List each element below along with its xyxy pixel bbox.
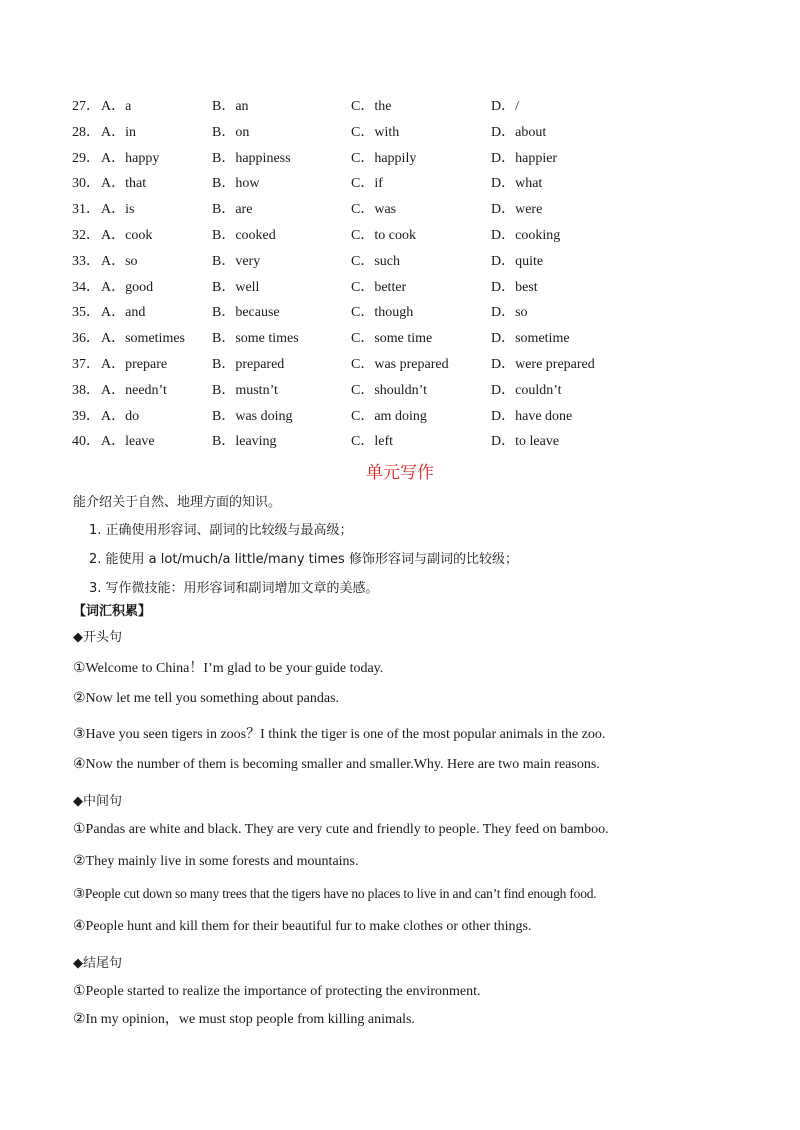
option-d: D．/ — [491, 99, 519, 114]
option-b: B．some times — [212, 331, 299, 347]
objective-item: 1. 正确使用形容词、副词的比较级与最高级； — [89, 523, 353, 538]
option-c: C．the — [351, 99, 392, 114]
question-number: 27． — [72, 99, 100, 114]
option-a: A．prepare — [101, 356, 168, 372]
opening-sentence: ④Now the number of them is becoming smaller and smaller.Why. Here are two main reasons. — [73, 757, 600, 772]
question-number: 37． — [72, 356, 100, 372]
option-d: D．to leave — [491, 434, 560, 450]
option-c: C．though — [351, 305, 414, 321]
question-number: 29． — [72, 150, 100, 166]
option-c: C．better — [351, 279, 407, 295]
question-row — [72, 94, 752, 120]
option-c: C．left — [351, 434, 393, 450]
opening-sentence: ②Now let me tell you something about pandas. — [73, 691, 340, 706]
option-d: D．sometime — [491, 331, 570, 347]
middle-sentences-heading: ◆中间句 — [73, 794, 122, 809]
question-number: 33． — [72, 253, 100, 269]
question-row — [72, 275, 752, 301]
option-c: C．was — [351, 202, 397, 218]
option-b: B．was doing — [212, 408, 293, 424]
option-a: A．in — [101, 124, 136, 140]
middle-sentence: ③People cut down so many trees that the tigers have no places to live in and can’t find enough food. — [73, 886, 597, 901]
option-a: A．good — [101, 279, 154, 295]
option-b: B．an — [212, 99, 249, 114]
option-d: D．so — [491, 305, 528, 321]
option-c: C．such — [351, 253, 400, 269]
middle-sentence: ①Pandas are white and black. They are very cute and friendly to people. They feed on bamboo. — [73, 822, 609, 837]
question-number: 35． — [72, 305, 100, 321]
option-a: A．cook — [101, 227, 153, 243]
option-b: B．leaving — [212, 434, 277, 450]
option-d: D．what — [491, 176, 543, 192]
question-row — [72, 429, 752, 455]
objective-item: 3. 写作微技能：用形容词和副词增加文章的美感。 — [89, 581, 379, 596]
option-b: B．well — [212, 279, 260, 295]
option-c: C．was prepared — [351, 356, 449, 372]
question-number: 28． — [72, 124, 100, 140]
question-row — [72, 404, 752, 430]
middle-sentence: ④People hunt and kill them for their beautiful fur to make clothes or other things. — [73, 919, 532, 934]
option-c: C．happily — [351, 150, 417, 166]
option-b: B．are — [212, 202, 253, 218]
opening-sentences-heading: ◆开头句 — [73, 630, 122, 645]
question-row — [72, 352, 752, 378]
option-b: B．cooked — [212, 227, 276, 243]
question-row — [72, 120, 752, 146]
question-number: 32． — [72, 227, 100, 243]
question-number: 39． — [72, 408, 100, 424]
option-a: A．a — [101, 99, 132, 114]
question-number: 30． — [72, 176, 100, 192]
option-d: D．best — [491, 279, 538, 295]
option-c: C．if — [351, 176, 383, 192]
option-b: B．happiness — [212, 150, 291, 166]
option-a: A．that — [101, 176, 147, 192]
objective-item: 2. 能使用 a lot/much/a little/many times 修饰形容词与副词的比较级； — [89, 552, 518, 567]
question-number: 38． — [72, 382, 100, 398]
section-intro: 能介绍关于自然、地理方面的知识。 — [73, 495, 282, 510]
option-d: D．have done — [491, 408, 573, 424]
option-c: C．am doing — [351, 408, 427, 424]
option-a: A．so — [101, 253, 138, 269]
question-row — [72, 249, 752, 275]
question-number: 34． — [72, 279, 100, 295]
option-a: A．and — [101, 305, 146, 321]
section-title: 单元写作 — [366, 463, 434, 483]
option-d: D．couldn’t — [491, 382, 562, 398]
option-b: B．prepared — [212, 356, 285, 372]
question-number: 31． — [72, 202, 100, 218]
middle-sentence: ②They mainly live in some forests and mountains. — [73, 854, 359, 869]
option-c: C．shouldn’t — [351, 382, 427, 398]
option-d: D．about — [491, 124, 547, 140]
ending-sentence: ②In my opinion，we must stop people from killing animals. — [73, 1012, 415, 1027]
ending-sentence: ①People started to realize the importance of protecting the environment. — [73, 984, 481, 999]
option-b: B．mustn’t — [212, 382, 278, 398]
question-row — [72, 378, 752, 404]
option-d: D．happier — [491, 150, 558, 166]
option-a: A．do — [101, 408, 140, 424]
option-c: C．to cook — [351, 227, 416, 243]
question-number: 36． — [72, 331, 100, 347]
question-row — [72, 300, 752, 326]
question-number: 40． — [72, 434, 100, 450]
ending-sentences-heading: ◆结尾句 — [73, 956, 122, 971]
option-b: B．on — [212, 124, 250, 140]
vocab-heading: 【词汇积累】 — [73, 604, 152, 619]
question-options-table — [72, 94, 752, 455]
option-a: A．needn’t — [101, 382, 167, 398]
option-a: A．happy — [101, 150, 160, 166]
option-b: B．very — [212, 253, 261, 269]
question-row — [72, 146, 752, 172]
question-row — [72, 197, 752, 223]
option-d: D．were — [491, 202, 543, 218]
option-d: D．cooking — [491, 227, 561, 243]
option-d: D．were prepared — [491, 356, 595, 372]
option-c: C．some time — [351, 331, 433, 347]
option-b: B．because — [212, 305, 280, 321]
question-row — [72, 171, 752, 197]
opening-sentence: ①Welcome to China！I’m glad to be your guide today. — [73, 661, 384, 676]
question-row — [72, 326, 752, 352]
option-a: A．leave — [101, 434, 155, 450]
opening-sentence: ③Have you seen tigers in zoos？I think the tiger is one of the most popular animals in the zoo. — [73, 727, 606, 742]
option-c: C．with — [351, 124, 400, 140]
option-d: D．quite — [491, 253, 544, 269]
option-a: A．is — [101, 202, 135, 218]
question-row — [72, 223, 752, 249]
option-a: A．sometimes — [101, 331, 185, 347]
option-b: B．how — [212, 176, 260, 192]
